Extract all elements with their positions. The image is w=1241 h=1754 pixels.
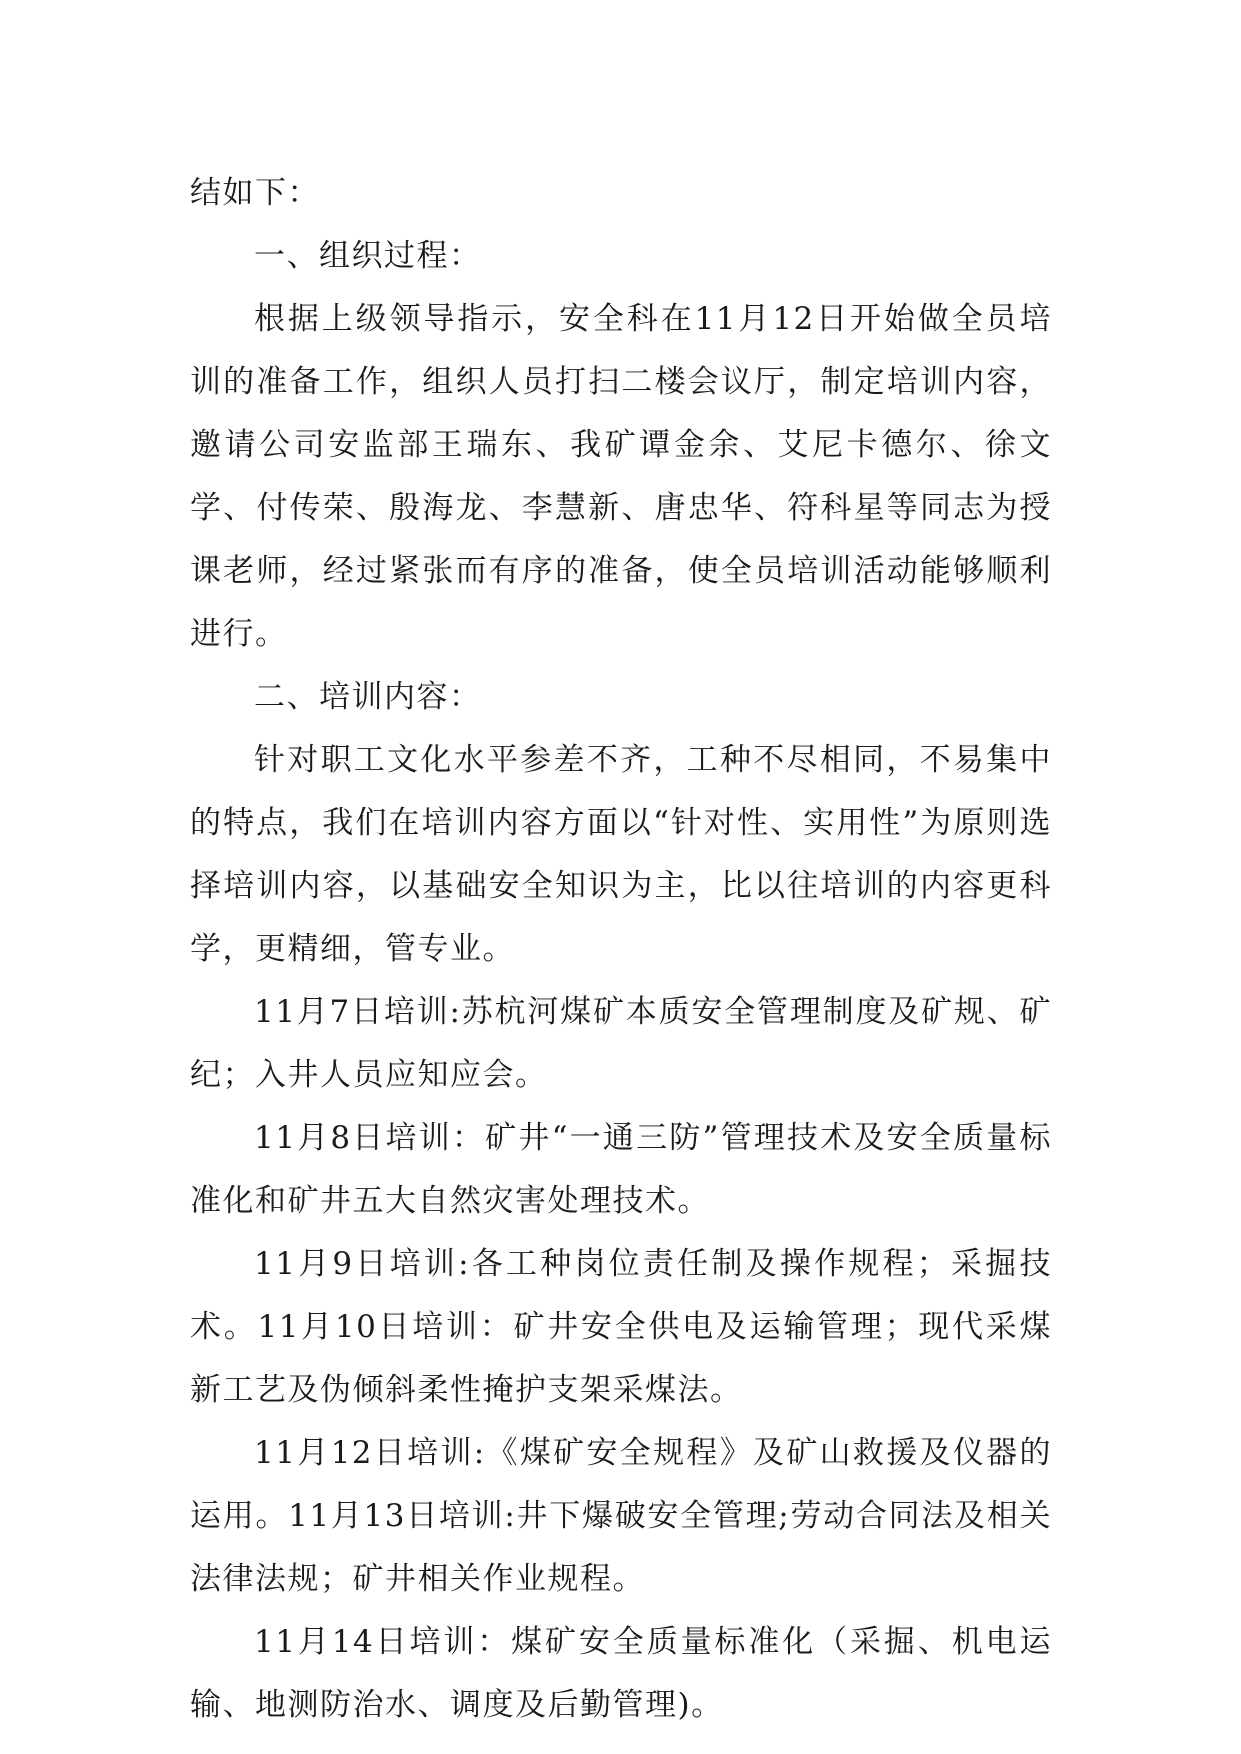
heading-organization-process: 一、组织过程：	[254, 238, 482, 274]
paragraph-organization-details: 根据上级领导指示，安全科在11月12日开始做全员培训的准备工作，组织人员打扫二楼会议厅，制定培训内容，邀请公司安监部王瑞东、我矿谭金余、艾尼卡德尔、徐文学、付传荣、殷海龙、李慧新、唐忠华、符科星等同志为授课老师，经过紧张而有序的准备，使全员培训活动能够顺利进行。	[190, 301, 1052, 652]
paragraph-training-nov-14: 11月14日培训：煤矿安全质量标准化（采掘、机电运输、地测防治水、调度及后勤管理)。	[190, 1624, 1052, 1723]
document-body	[190, 162, 1052, 1737]
paragraph-training-nov-9-10: 11月9日培训:各工种岗位责任制及操作规程；采掘技术。11月10日培训：矿井安全供电及运输管理；现代采煤新工艺及伪倾斜柔性掩护支架采煤法。	[190, 1246, 1052, 1408]
paragraph-training-nov-8: 11月8日培训：矿井“一通三防”管理技术及安全质量标准化和矿井五大自然灾害处理技术。	[190, 1120, 1052, 1219]
paragraph-training-nov-7: 11月7日培训:苏杭河煤矿本质安全管理制度及矿规、矿纪；入井人员应知应会。	[190, 994, 1052, 1093]
heading-training-content: 二、培训内容：	[254, 679, 482, 715]
paragraph-closing-intro: 结如下：	[190, 175, 320, 211]
paragraph-training-nov-12-13: 11月12日培训:《煤矿安全规程》及矿山救援及仪器的运用。11月13日培训:井下爆破安全管理;劳动合同法及相关法律法规；矿井相关作业规程。	[190, 1435, 1052, 1597]
paragraph-training-principles: 针对职工文化水平参差不齐，工种不尽相同，不易集中的特点，我们在培训内容方面以“针对性、实用性”为原则选择培训内容，以基础安全知识为主，比以往培训的内容更科学，更精细，管专业。	[190, 742, 1052, 967]
